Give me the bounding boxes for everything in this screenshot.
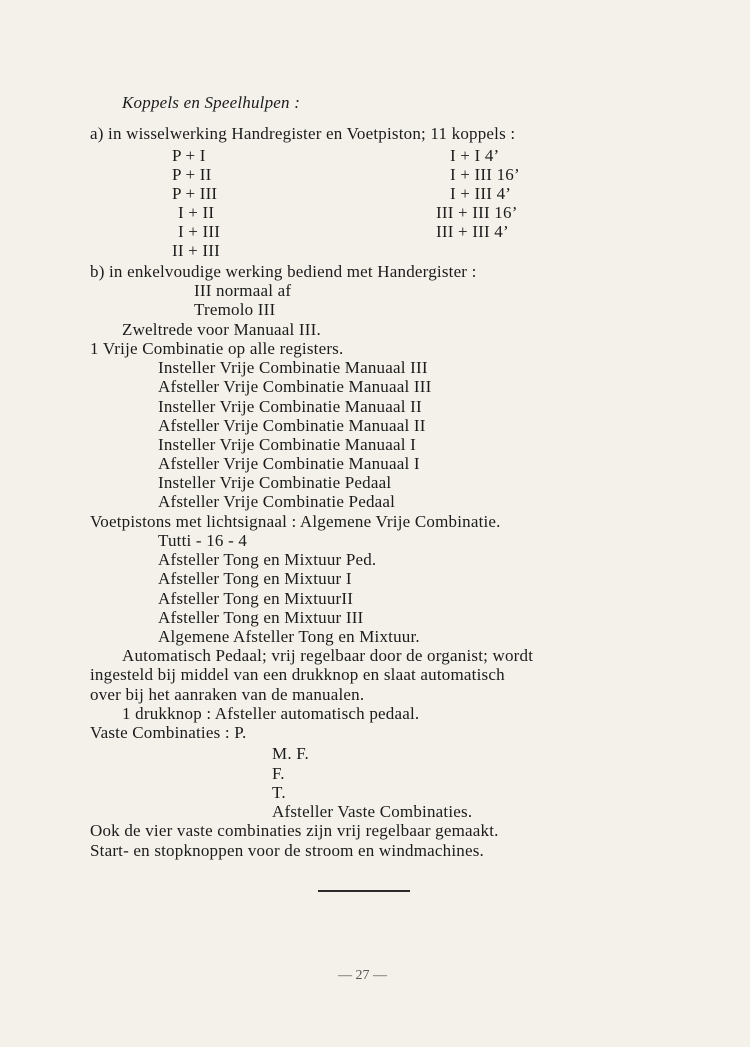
voetpistons-intro: Voetpistons met lichtsignaal : Algemene Vrije Combinatie.: [90, 512, 501, 531]
vaste-combinaties-item-3: T.: [272, 783, 286, 802]
section-heading: Koppels en Speelhulpen :: [122, 93, 301, 112]
coupler-left-2: P + II: [172, 165, 212, 184]
voetpistons-item-1: Tutti - 16 - 4: [158, 531, 248, 550]
drukknop-line: 1 drukknop : Afsteller automatisch pedaal.: [122, 704, 420, 723]
coupler-right-1: I + I 4’: [450, 146, 500, 165]
coupler-left-3: P + III: [172, 184, 218, 203]
closing-line-1: Ook de vier vaste combinaties zijn vrij regelbaar gemaakt.: [90, 821, 499, 840]
voetpistons-item-6: Algemene Afsteller Tong en Mixtuur.: [158, 627, 420, 646]
vrije-combinatie-intro: 1 Vrije Combinatie op alle registers.: [90, 339, 344, 358]
voetpistons-item-3: Afsteller Tong en Mixtuur I: [158, 569, 352, 588]
section-a-intro: a) in wisselwerking Handregister en Voetpiston; 11 koppels :: [90, 124, 516, 143]
coupler-right-2: I + III 16’: [450, 165, 520, 184]
section-b-item-1: III normaal af: [194, 281, 292, 300]
voetpistons-item-5: Afsteller Tong en Mixtuur III: [158, 608, 364, 627]
closing-line-2: Start- en stopknoppen voor de stroom en windmachines.: [90, 841, 484, 860]
coupler-right-3: I + III 4’: [450, 184, 512, 203]
vrije-combinatie-item-4: Afsteller Vrije Combinatie Manuaal II: [158, 416, 426, 435]
vaste-combinaties-item-2: F.: [272, 764, 285, 783]
vaste-combinaties-item-1: M. F.: [272, 744, 309, 763]
vaste-combinaties-item-4: Afsteller Vaste Combinaties.: [272, 802, 473, 821]
coupler-right-5: III + III 4’: [436, 222, 509, 241]
vrije-combinatie-item-6: Afsteller Vrije Combinatie Manuaal I: [158, 454, 420, 473]
coupler-right-4: III + III 16’: [436, 203, 518, 222]
coupler-left-6: II + III: [172, 241, 220, 260]
vrije-combinatie-item-2: Afsteller Vrije Combinatie Manuaal III: [158, 377, 432, 396]
zweltrede-line: Zweltrede voor Manuaal III.: [122, 320, 321, 339]
coupler-left-1: P + I: [172, 146, 206, 165]
section-divider-rule: [318, 890, 410, 892]
automatisch-line-3: over bij het aanraken van de manualen.: [90, 685, 365, 704]
voetpistons-item-2: Afsteller Tong en Mixtuur Ped.: [158, 550, 377, 569]
automatisch-line-2: ingesteld bij middel van een drukknop en slaat automatisch: [90, 665, 505, 684]
section-b-intro: b) in enkelvoudige werking bediend met Handergister :: [90, 262, 477, 281]
coupler-left-4: I + II: [178, 203, 215, 222]
vrije-combinatie-item-3: Insteller Vrije Combinatie Manuaal II: [158, 397, 422, 416]
coupler-left-5: I + III: [178, 222, 221, 241]
vrije-combinatie-item-7: Insteller Vrije Combinatie Pedaal: [158, 473, 392, 492]
page-number: — 27 —: [338, 968, 387, 983]
section-b-item-2: Tremolo III: [194, 300, 276, 319]
automatisch-line-1: Automatisch Pedaal; vrij regelbaar door de organist; wordt: [122, 646, 534, 665]
vrije-combinatie-item-1: Insteller Vrije Combinatie Manuaal III: [158, 358, 428, 377]
vrije-combinatie-item-8: Afsteller Vrije Combinatie Pedaal: [158, 492, 396, 511]
vaste-combinaties-intro: Vaste Combinaties : P.: [90, 723, 247, 742]
voetpistons-item-4: Afsteller Tong en MixtuurII: [158, 589, 354, 608]
vrije-combinatie-item-5: Insteller Vrije Combinatie Manuaal I: [158, 435, 416, 454]
